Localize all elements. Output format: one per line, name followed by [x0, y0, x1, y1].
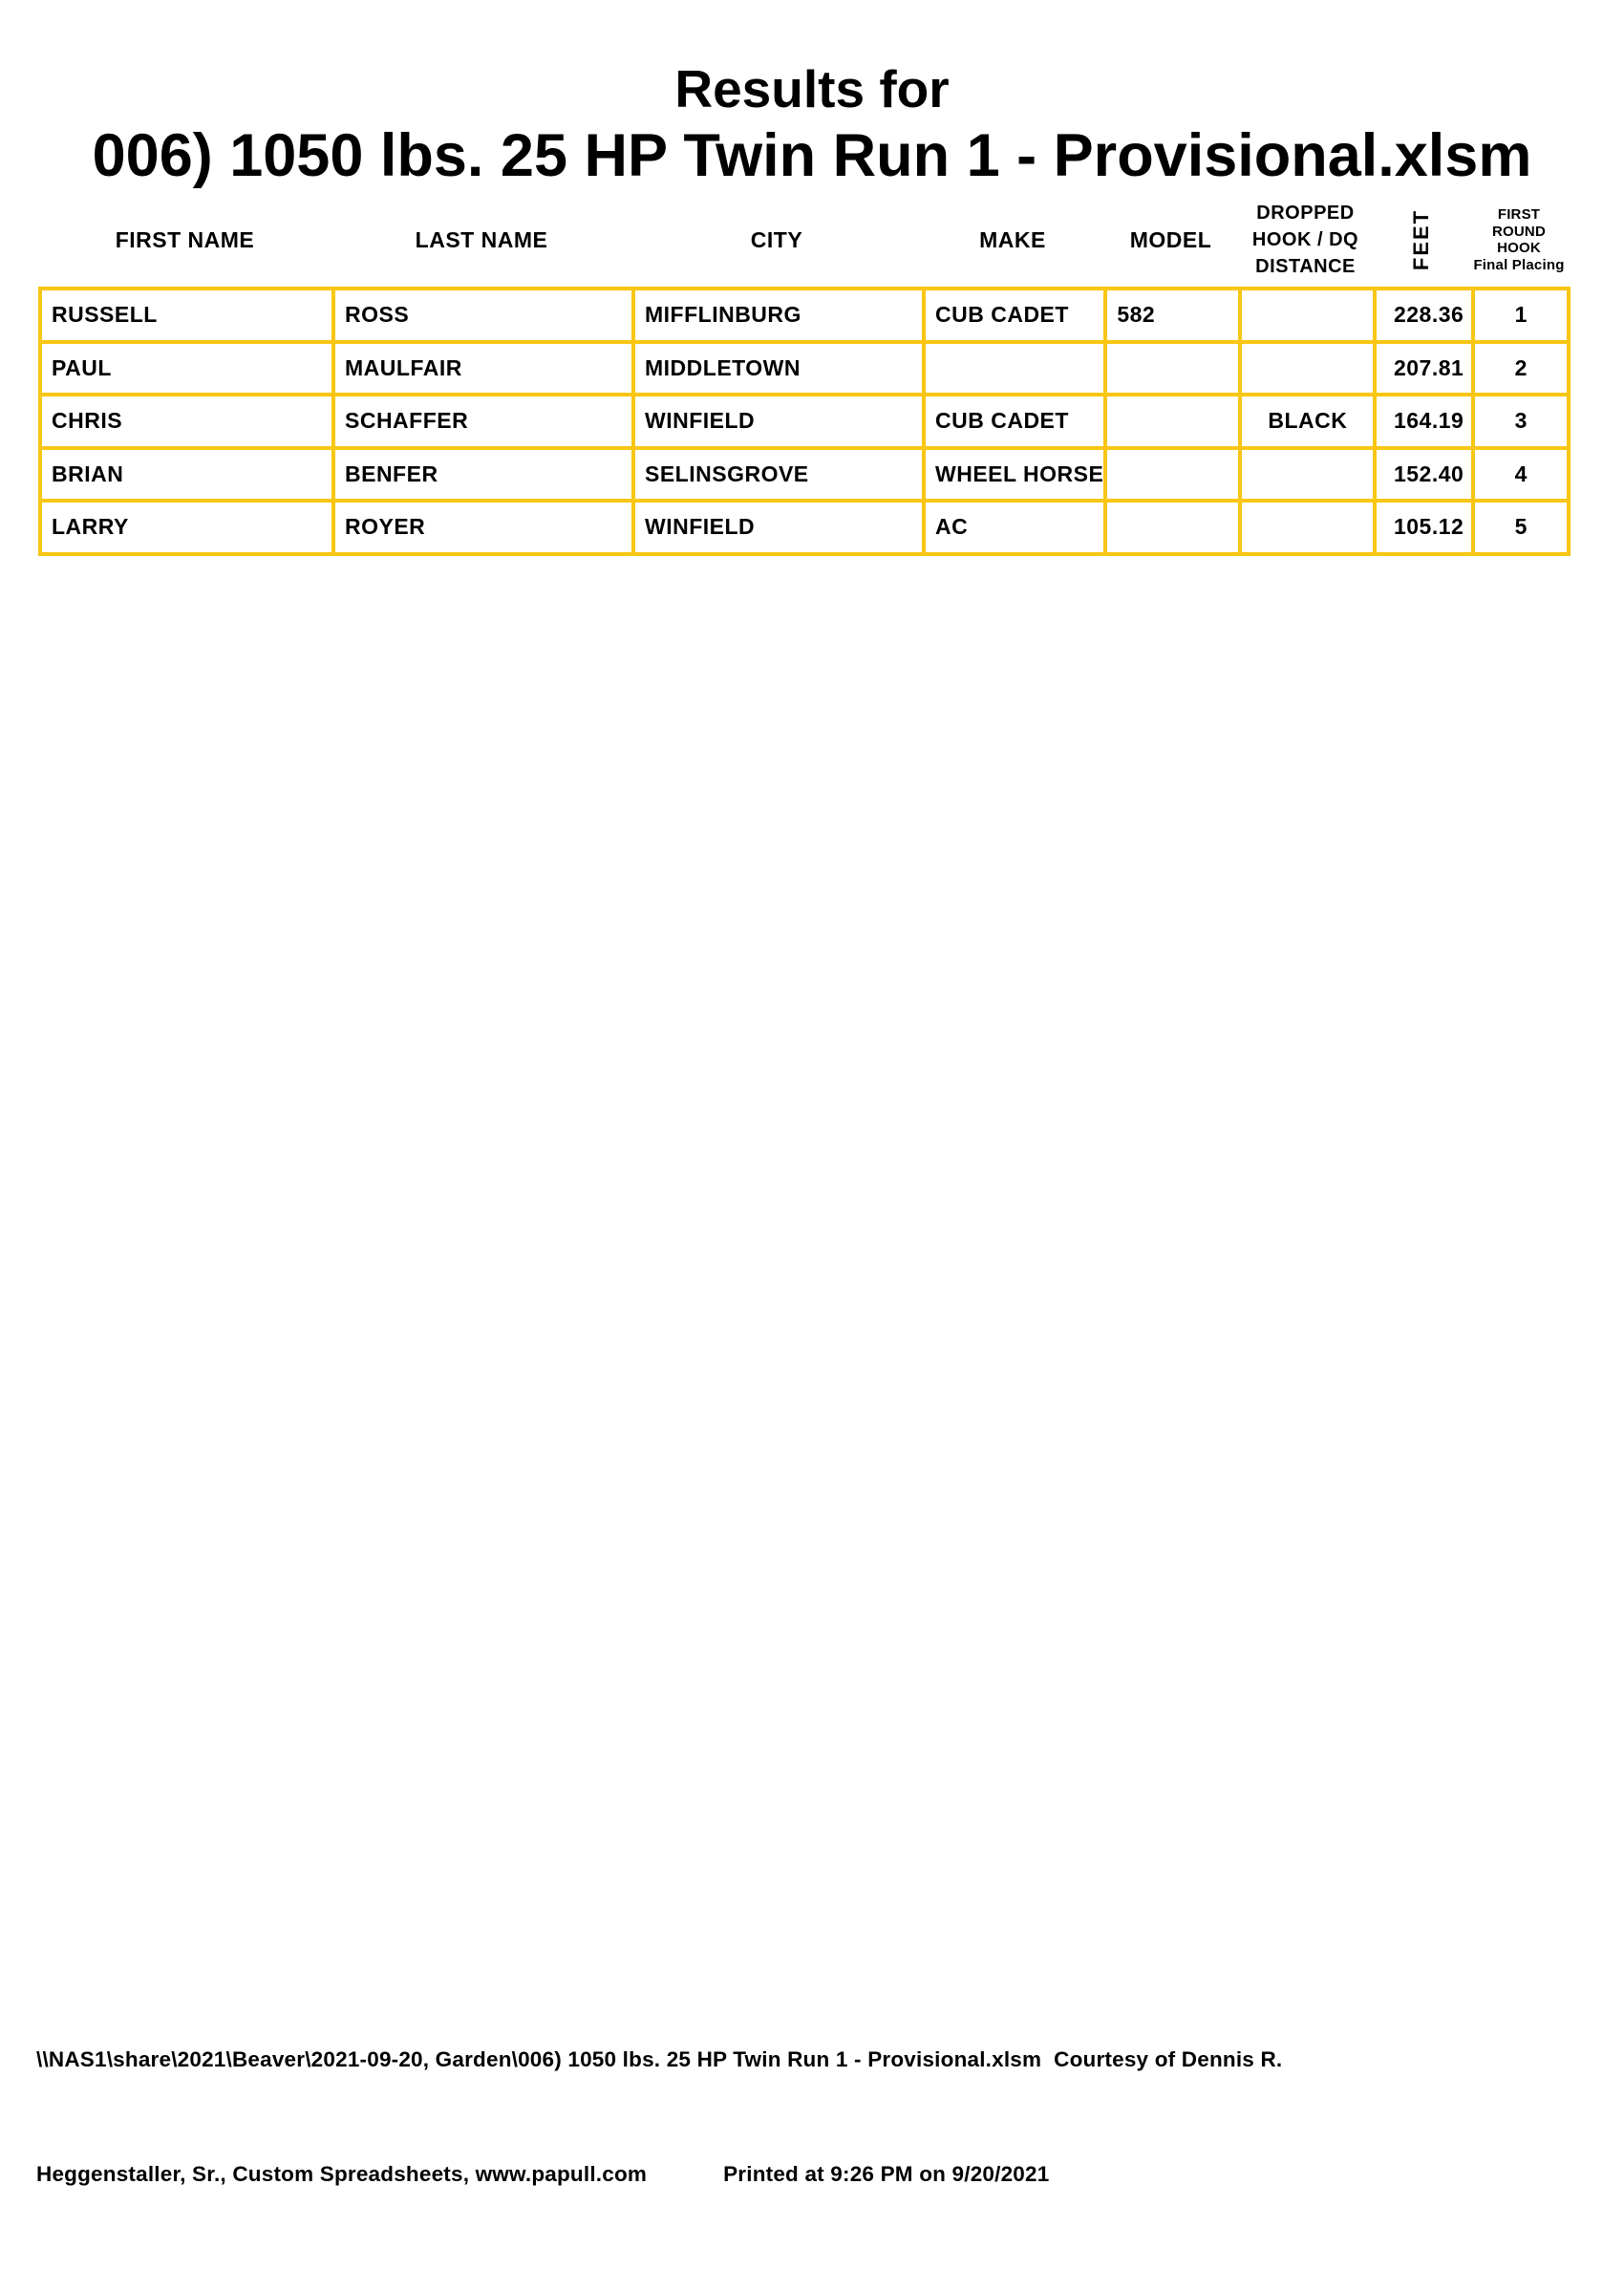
footer-line1: \\NAS1\share\2021\Beaver\2021-09-20, Garden\006) 1050 lbs. 25 HP Twin Run 1 - Provisional.xlsm Courtesy of Dennis R. — [36, 2047, 1283, 2071]
cell-last-name: ROYER — [333, 501, 633, 554]
column-header-make — [922, 193, 1103, 287]
column-header-label: MAKE — [979, 226, 1046, 252]
cell-make: WHEEL HORSE — [924, 448, 1105, 502]
cell-model — [1105, 501, 1240, 554]
cell-first-name: PAUL — [40, 342, 333, 396]
column-header-label: LAST NAME — [415, 226, 548, 252]
cell-dropped — [1240, 342, 1375, 396]
results-table — [38, 287, 1571, 556]
cell-dropped: BLACK — [1240, 395, 1375, 448]
column-header-label-line: Final Placing — [1473, 256, 1565, 273]
column-header-city — [631, 193, 922, 287]
cell-city: SELINSGROVE — [633, 448, 924, 502]
column-header-dropped — [1238, 193, 1373, 287]
cell-dropped — [1240, 501, 1375, 554]
cell-city: MIFFLINBURG — [633, 289, 924, 342]
column-header-label-line: FIRST ROUND — [1492, 206, 1546, 240]
table-row — [40, 501, 1569, 554]
table-row — [40, 289, 1569, 342]
cell-model — [1105, 448, 1240, 502]
column-header-label-line: HOOK — [1497, 240, 1541, 256]
cell-last-name: SCHAFFER — [333, 395, 633, 448]
cell-feet: 164.19 — [1375, 395, 1473, 448]
cell-placing: 5 — [1473, 501, 1569, 554]
table-row — [40, 448, 1569, 502]
cell-model: 582 — [1105, 289, 1240, 342]
cell-placing: 2 — [1473, 342, 1569, 396]
column-header-label: FEET — [1409, 208, 1434, 271]
cell-first-name: BRIAN — [40, 448, 333, 502]
cell-make — [924, 342, 1105, 396]
column-header-label: CITY — [750, 226, 803, 252]
table-row — [40, 395, 1569, 448]
cell-make: CUB CADET — [924, 289, 1105, 342]
cell-feet: 207.81 — [1375, 342, 1473, 396]
column-header-feet — [1373, 193, 1471, 287]
cell-feet: 152.40 — [1375, 448, 1473, 502]
column-header-label-line: DISTANCE — [1255, 256, 1356, 277]
column-header-label: MODEL — [1129, 226, 1212, 252]
cell-last-name: ROSS — [333, 289, 633, 342]
cell-city: WINFIELD — [633, 501, 924, 554]
cell-last-name: MAULFAIR — [333, 342, 633, 396]
column-header-label-line: DROPPED — [1256, 203, 1355, 224]
column-header-label: FIRST NAME — [115, 226, 255, 252]
column-header-first-name — [38, 193, 331, 287]
cell-city: MIDDLETOWN — [633, 342, 924, 396]
cell-first-name: CHRIS — [40, 395, 333, 448]
column-header-last-name — [331, 193, 631, 287]
column-header-label-line: HOOK / DQ — [1251, 229, 1359, 250]
cell-feet: 105.12 — [1375, 501, 1473, 554]
cell-make: AC — [924, 501, 1105, 554]
cell-feet: 228.36 — [1375, 289, 1473, 342]
cell-placing: 1 — [1473, 289, 1569, 342]
cell-model — [1105, 395, 1240, 448]
results-grid — [38, 287, 1571, 556]
page-title-line1: Results for — [674, 59, 950, 118]
footer-line2-right: Printed at 9:26 PM on 9/20/2021 — [723, 2162, 1050, 2186]
column-header-model — [1103, 193, 1238, 287]
table-header-row — [38, 193, 1567, 287]
column-header-placing — [1471, 193, 1567, 287]
cell-city: WINFIELD — [633, 395, 924, 448]
cell-make: CUB CADET — [924, 395, 1105, 448]
cell-last-name: BENFER — [333, 448, 633, 502]
cell-first-name: LARRY — [40, 501, 333, 554]
footer-line2-left: Heggenstaller, Sr., Custom Spreadsheets, www.papull.com — [36, 2162, 648, 2186]
cell-model — [1105, 342, 1240, 396]
footer-line2 — [36, 2155, 1593, 2194]
page-title-line2: 006) 1050 lbs. 25 HP Twin Run 1 - Provisional.xlsm — [92, 122, 1532, 189]
table-row — [40, 342, 1569, 396]
cell-placing: 4 — [1473, 448, 1569, 502]
page-footer — [36, 1964, 1593, 2270]
cell-first-name: RUSSELL — [40, 289, 333, 342]
cell-dropped — [1240, 289, 1375, 342]
cell-dropped — [1240, 448, 1375, 502]
cell-placing: 3 — [1473, 395, 1569, 448]
